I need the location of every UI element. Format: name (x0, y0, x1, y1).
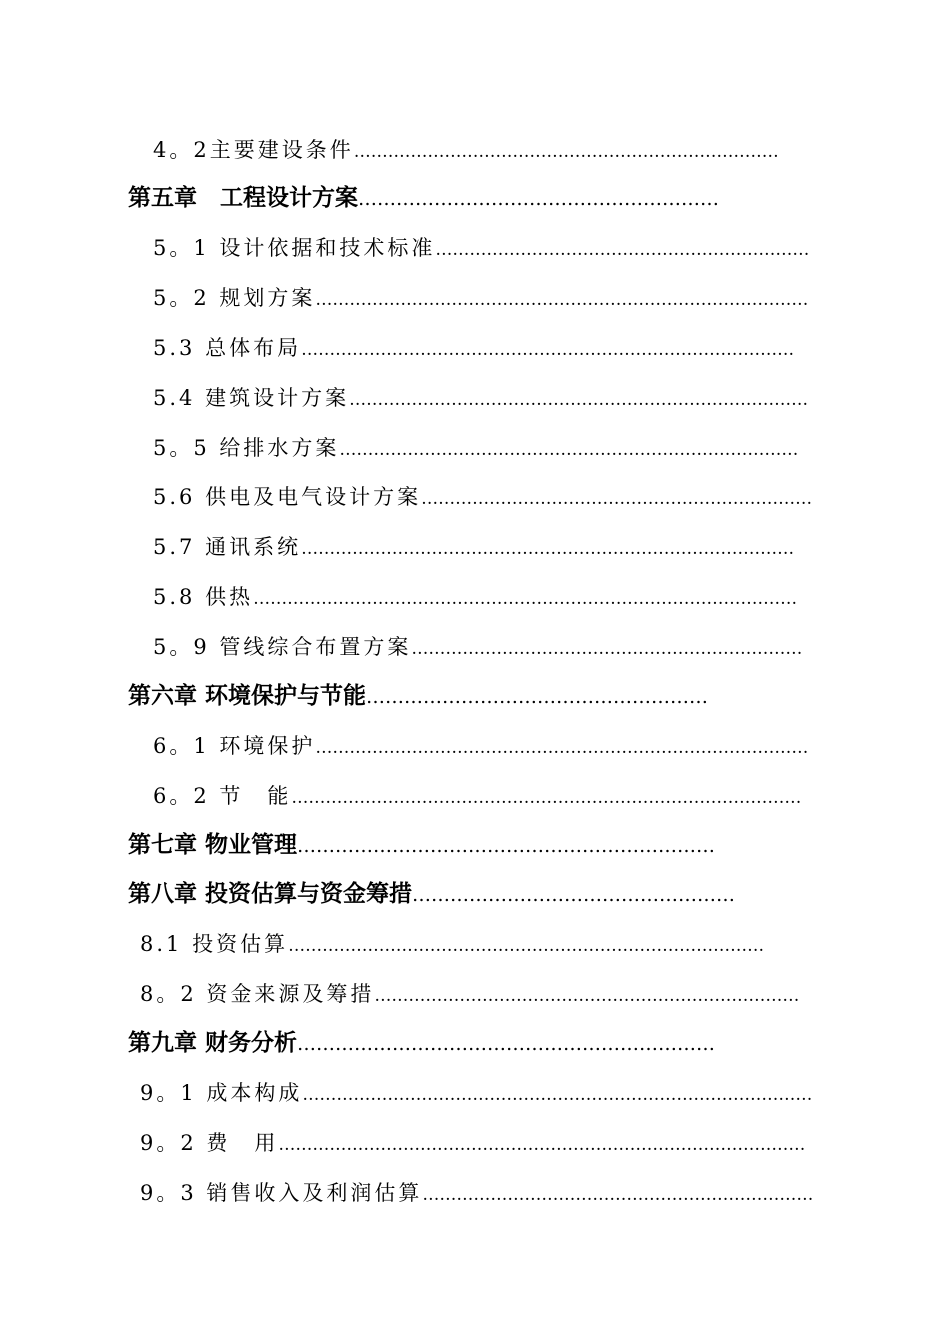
toc-leader-dots: ……………………………………………… (366, 686, 709, 708)
toc-leader-dots: ………………………………………………………… (435, 240, 810, 260)
toc-chapter-5 (128, 178, 719, 218)
toc-entry-5-2 (153, 278, 808, 318)
toc-entry-title: 第八章 投资估算与资金筹措 (128, 881, 413, 907)
toc-leader-dots: …………………………………………………………… (411, 639, 803, 659)
toc-leader-dots: ………………………………………………………… (297, 1033, 716, 1055)
toc-entry-5-8 (153, 577, 797, 617)
toc-entry-6-2 (153, 776, 801, 816)
toc-entry-5-1 (153, 228, 809, 268)
toc-chapter-7 (128, 825, 715, 865)
toc-entry-title: 第九章 财务分析 (128, 1030, 298, 1056)
toc-entry-title: 9。2 费 用 (140, 1131, 279, 1155)
toc-leader-dots: ………………………………………………… (358, 188, 719, 210)
toc-leader-dots: ………………………………………………………………… (374, 986, 800, 1006)
toc-entry-title: 4。2主要建设条件 (153, 138, 354, 162)
toc-chapter-8 (128, 874, 735, 914)
toc-leader-dots: …………………………………………………………………………… (315, 738, 809, 758)
toc-entry-9-3 (140, 1173, 813, 1213)
toc-entry-title: 第六章 环境保护与节能 (128, 683, 367, 709)
toc-entry-5-3 (153, 328, 794, 368)
toc-leader-dots: ……………………………………………………………………………… (302, 1085, 813, 1105)
toc-leader-dots: …………………………………………………………………………… (301, 539, 795, 559)
toc-entry-6-1 (153, 726, 808, 766)
toc-entry-title: 5。1 设计依据和技术标准 (153, 236, 436, 260)
toc-entry-8-1 (140, 924, 764, 964)
toc-entry-5-5 (153, 428, 798, 468)
toc-leader-dots: …………………………………………………………………………… (315, 290, 809, 310)
toc-leader-dots: ………………………………………………………………………………… (278, 1135, 806, 1155)
toc-leader-dots: ……………………………………………………………………… (349, 390, 809, 410)
toc-leader-dots: …………………………………………………………………………………… (253, 589, 798, 609)
toc-entry-title: 5.7 通讯系统 (153, 535, 302, 559)
toc-entry-5-4 (153, 378, 808, 418)
toc-leader-dots: ………………………………………………………… (297, 835, 716, 857)
toc-leader-dots: …………………………………………………………… (421, 489, 813, 509)
toc-entry-title: 6。2 节 能 (153, 784, 292, 808)
toc-entry-5-6 (153, 477, 812, 517)
toc-entry-5-7 (153, 527, 794, 567)
toc-entry-title: 第五章 工程设计方案 (128, 185, 358, 211)
toc-entry-title: 5.4 建筑设计方案 (153, 386, 350, 410)
toc-entry-title: 8。2 资金来源及筹措 (140, 982, 375, 1006)
toc-chapter-9 (128, 1023, 715, 1063)
toc-leader-dots: ………………………………………………………………… (353, 142, 779, 162)
toc-entry-title: 9。3 销售收入及利润估算 (140, 1181, 423, 1205)
toc-entry-title: 6。1 环境保护 (153, 734, 316, 758)
toc-entry-title: 第七章 物业管理 (128, 832, 298, 858)
toc-entry-9-1 (140, 1073, 812, 1113)
toc-entry-title: 5.6 供电及电气设计方案 (153, 485, 422, 509)
toc-entry-title: 5。5 给排水方案 (153, 436, 340, 460)
toc-entry-title: 5.8 供热 (153, 585, 254, 609)
toc-leader-dots: ……………………………………………………………………… (339, 440, 799, 460)
toc-entry-9-2 (140, 1123, 805, 1163)
toc-leader-dots: ……………………………………………………………………………… (291, 788, 802, 808)
toc-entry-title: 5.3 总体布局 (153, 336, 302, 360)
toc-entry-title: 5。2 规划方案 (153, 286, 316, 310)
toc-leader-dots: …………………………………………………………… (422, 1185, 814, 1205)
toc-entry-title: 9。1 成本构成 (140, 1081, 303, 1105)
toc-entry-8-2 (140, 974, 799, 1014)
toc-chapter-6 (128, 676, 708, 716)
toc-leader-dots: …………………………………………………………………………… (301, 340, 795, 360)
toc-entry-4-2 (153, 130, 779, 170)
toc-entry-title: 5。9 管线综合布置方案 (153, 635, 412, 659)
toc-leader-dots: ………………………………………………………………………… (288, 936, 765, 956)
toc-entry-title: 8.1 投资估算 (140, 932, 289, 956)
toc-entry-5-9 (153, 627, 802, 667)
toc-leader-dots: …………………………………………… (412, 884, 736, 906)
